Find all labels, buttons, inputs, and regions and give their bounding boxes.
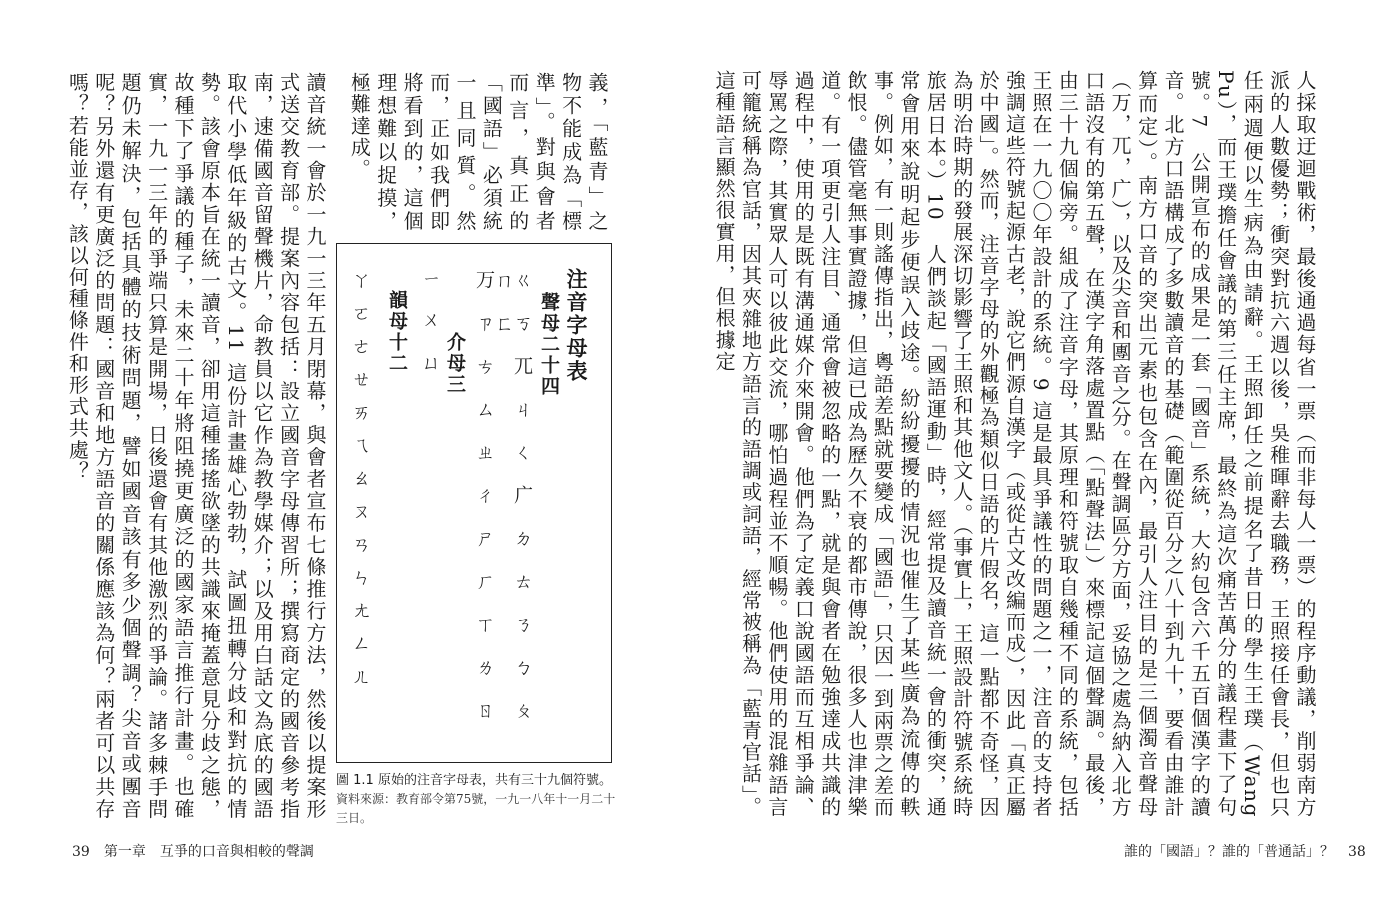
left-page-footer: 39 第一章 互爭的口音與相較的聲調 [72,844,314,860]
initials-column-2: ㄪㄗㄘㄙㄓㄔㄕㄏㄒㄌㄖ [473,270,495,743]
right-page-body: 人採取迂迴戰術，最後通過每省一票（而非每人一票）的程序動議，削弱南方派的人數優勢；衝突對抗六週以後，吳稚暉辭去職務，王照接任會長，但也只任兩週便以生病為由請辭。王照卸任之前提名了昔日的學生王璞（Wang Pu），而王璞擔任會議的第三任主席，最終為這次痛苦萬分的議程畫下了句號。7 公開宣布的成果是一套「國音」系統，大約包含六千五百個漢字的讀音。北方口語構成了多數讀音的基礎（範圍從百分之八十到九十，要看由誰計算而定）。南方口音的突出元素也包含在內，最引人注目的是三個濁音聲母（万，兀，广），以及尖音和團音之分。在聲調區分方面，妥協之處為納入北方口語沒有的第五聲，在漢字角落處置點（「點聲法」）來標記這個聲調。最後，由三十九個偏旁。組成了注音字母，其原理和符號取自幾種不同的系統，包括王照在一九〇〇年設計的系統。9 這是最具爭議性的問題之一，注音的支持者強調這些符號起源古老，說它們源自漢字（或從古文改編而成），因此「真正屬於中國」。然而，注音字母的外觀極為類似日語的片假名，這一點都不奇怪，因為明治時期的發展深切影響了王照和其他文人。（事實上，王照設計符號系統時旅居日本。）10 人們談起「國語運動」時，經常提及讀音統一會的衝突，通常會用來說明起步便誤入歧途。紛紛擾擾的情況也催生了某些廣為流傳的軼事。例如，有一則謠傳指出，粵語差點就要變成「國語」，只因一到兩票之差而飲恨。儘管毫無事實證據，但這已成為歷久不衰的都市傳說，很多人也津津樂道。有一項更引人注目、通常會被忽略的一點，就是與會者在勉強達成共識的過程中，使用的是既有溝通媒介來開會。他們為了定義口說國語而互相爭論、辱罵之際，其實眾人可以彼此交流，哪怕過程並不順暢。他們使用的混雜語言可籠統稱為官話，因其夾雜地方語言的語調或詞語，經常被稱為「藍青官話」。這種語言顯然很實用，但根據定 [712,70,1317,818]
initials-column-1: ㄍㄎㄫㄐㄑㄬㄉㄊㄋㄅㄆㄇㄈ [492,270,533,743]
finals-label: 韻母十二 [386,290,408,374]
right-page [700,0,1391,900]
figure-title: 注音字母表 [564,268,589,383]
figure-caption-text: 圖 1.1 原始的注音字母表，共有三十九個符號。 [336,773,612,788]
finals-column: ㄚㄛㄜㄝㄞㄟㄠㄡㄢㄣㄤㄥㄦ [349,270,371,699]
initials-label: 聲母二十四 [538,292,560,397]
left-page-body: 讀音統一會於一九一三年五月閉幕，與會者宣布七條推行方法，然後以提案形式送交教育部。提案內容包括：設立國音字母傳習所；撰寫商定的國音參考指南，速備國音留聲機片，命教員以它作為教學媒介；以及用白話文為底的國語取代小學低年級的古文。11 這份計畫雄心勃勃，試圖扭轉分歧和對抗的情勢。該會原本旨在統一讀音，卻用這種搖搖欲墜的共識來掩蓋意見分歧之態，故種下了爭議的種子，未來二十年將阻撓更廣泛的國家語言推行計畫。也確實，一九一三年的爭端只算是開場，日後還會有其他激烈的爭論。諸多棘手問題仍未解決，包括具體的技術問題，譬如國音該有多少個聲調？尖音或團音呢？另外還有更廣泛的問題：國音和地方語音的關係應該為何？兩者可以共存嗎？若能並存，該以何種條件和形式共處？ [65,72,327,820]
right-page-footer: 誰的「國語」？誰的「普通話」？ 38 [1124,844,1366,860]
figure-caption [336,771,621,828]
figure-source: 資料來源：教育部令第75號，一九一八年十一月二十三日。 [336,792,616,825]
medials-label: 介母三 [444,332,466,395]
zhuyin-figure [336,243,612,763]
left-page-upper-columns: 義，「藍青」之物不能成為「標準」。對與會者而言，真正的「國語」必須統一且同質。然而，正如我們即將看到的，這個理想難以捉摸，極難達成。 [347,72,609,232]
medials-column: ㄧㄨㄩ [419,270,441,396]
